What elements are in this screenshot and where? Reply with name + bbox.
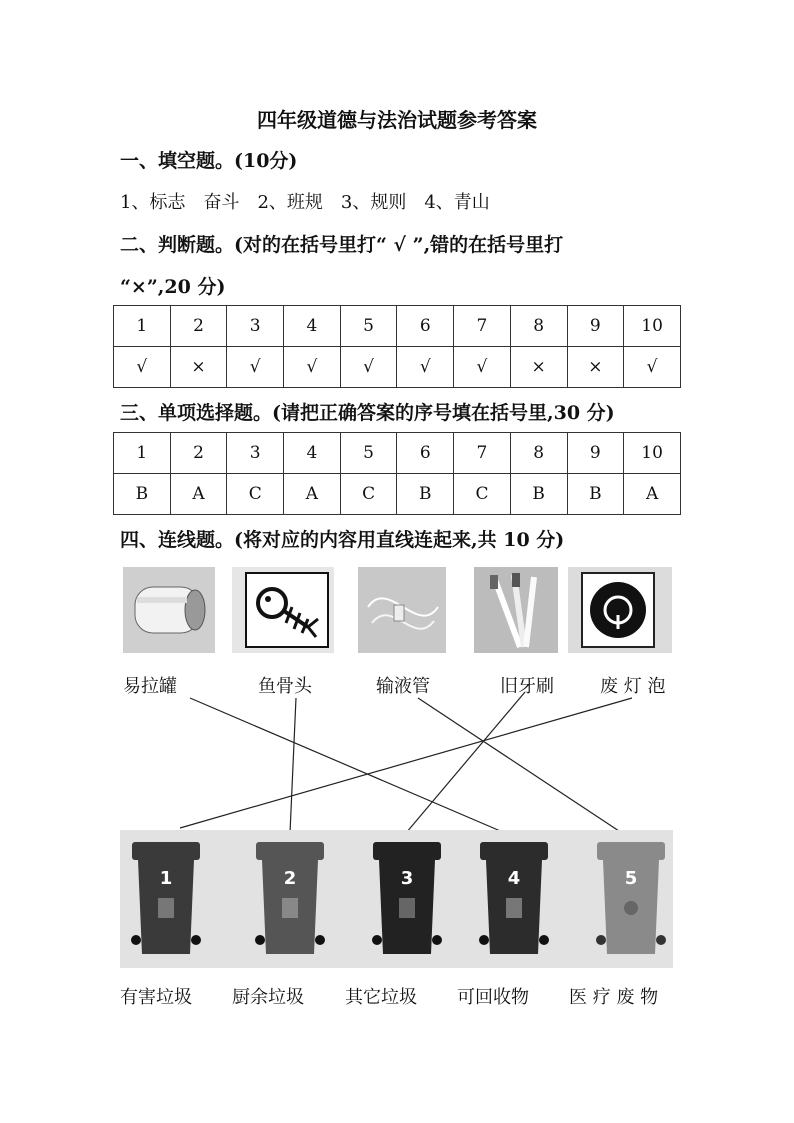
- trash-bin-icon: [252, 836, 328, 964]
- question-number: 6: [397, 433, 454, 474]
- bin-4: [476, 836, 552, 964]
- answer-cell: √: [454, 347, 511, 388]
- bin-number: 4: [507, 868, 521, 889]
- line-fishbone-to-kitchen: [290, 698, 296, 833]
- trash-bin-icon: [593, 836, 669, 964]
- answer-cell: A: [284, 474, 341, 515]
- trash-bin-icon: [369, 836, 445, 964]
- question-number: 9: [567, 306, 624, 347]
- section3-heading: 三、单项选择题。(请把正确答案的序号填在括号里,30 分): [120, 402, 615, 424]
- item-label-infusion-tube: 输液管: [376, 676, 430, 697]
- answer-cell: C: [340, 474, 397, 515]
- question-number: 5: [340, 306, 397, 347]
- answer-cell: ×: [567, 347, 624, 388]
- item-label-light-bulb: 废 灯 泡: [600, 676, 666, 697]
- bin-label-medical: 医 疗 废 物: [569, 987, 659, 1008]
- bin-label-kitchen: 厨余垃圾: [232, 987, 304, 1008]
- question-number: 2: [170, 306, 227, 347]
- question-number: 1: [114, 306, 171, 347]
- section1-heading: 一、填空题。(10分): [120, 150, 298, 172]
- trash-bin-icon: [476, 836, 552, 964]
- trash-bin-icon: [128, 836, 204, 964]
- answer-cell: A: [170, 474, 227, 515]
- answer-cell: √: [624, 347, 681, 388]
- answer-cell: B: [397, 474, 454, 515]
- answer-cell: √: [397, 347, 454, 388]
- question-number: 4: [284, 433, 341, 474]
- question-number: 2: [170, 433, 227, 474]
- bin-3: [369, 836, 445, 964]
- question-number: 10: [624, 433, 681, 474]
- question-number: 3: [227, 306, 284, 347]
- section2-heading-line2: “×”,20 分): [120, 276, 226, 298]
- bin-number: 2: [283, 868, 297, 889]
- answer-cell: ×: [170, 347, 227, 388]
- bin-label-hazardous: 有害垃圾: [120, 987, 192, 1008]
- answer-cell: √: [284, 347, 341, 388]
- bin-1: [128, 836, 204, 964]
- question-number: 8: [510, 433, 567, 474]
- line-bulb-to-hazardous: [180, 698, 632, 828]
- section2-heading-line1: 二、判断题。(对的在括号里打“ √ ”,错的在括号里打: [120, 234, 564, 256]
- item-label-toothbrush: 旧牙刷: [500, 676, 554, 697]
- answer-cell: √: [340, 347, 397, 388]
- answer-cell: C: [227, 474, 284, 515]
- answer-cell: C: [454, 474, 511, 515]
- answer-cell: B: [114, 474, 171, 515]
- question-number: 6: [397, 306, 454, 347]
- question-number: 7: [454, 433, 511, 474]
- answer-cell: B: [510, 474, 567, 515]
- question-number: 1: [114, 433, 171, 474]
- line-tube-to-medical: [418, 698, 622, 833]
- item-label-can: 易拉罐: [123, 676, 177, 697]
- bin-5: [593, 836, 669, 964]
- line-can-to-recyclable: [190, 698, 505, 833]
- bin-number: 5: [624, 868, 638, 889]
- bin-number: 3: [400, 868, 414, 889]
- item-label-fishbone: 鱼骨头: [258, 676, 312, 697]
- question-number: 10: [624, 306, 681, 347]
- question-number: 4: [284, 306, 341, 347]
- line-toothbrush-to-other: [406, 692, 525, 833]
- page-title: 四年级道德与法治试题参考答案: [257, 108, 537, 132]
- bin-2: [252, 836, 328, 964]
- question-number: 9: [567, 433, 624, 474]
- bin-label-other: 其它垃圾: [345, 987, 417, 1008]
- answer-cell: √: [227, 347, 284, 388]
- section4-heading: 四、连线题。(将对应的内容用直线连起来,共 10 分): [120, 529, 565, 551]
- answer-cell: B: [567, 474, 624, 515]
- answer-cell: A: [624, 474, 681, 515]
- answer-cell: √: [114, 347, 171, 388]
- answer-cell: ×: [510, 347, 567, 388]
- question-number: 7: [454, 306, 511, 347]
- bin-label-recyclable: 可回收物: [457, 987, 529, 1008]
- question-number: 8: [510, 306, 567, 347]
- question-number: 5: [340, 433, 397, 474]
- question-number: 3: [227, 433, 284, 474]
- section1-answers: 1、标志 奋斗 2、班规 3、规则 4、青山: [120, 192, 490, 213]
- bin-number: 1: [159, 868, 173, 889]
